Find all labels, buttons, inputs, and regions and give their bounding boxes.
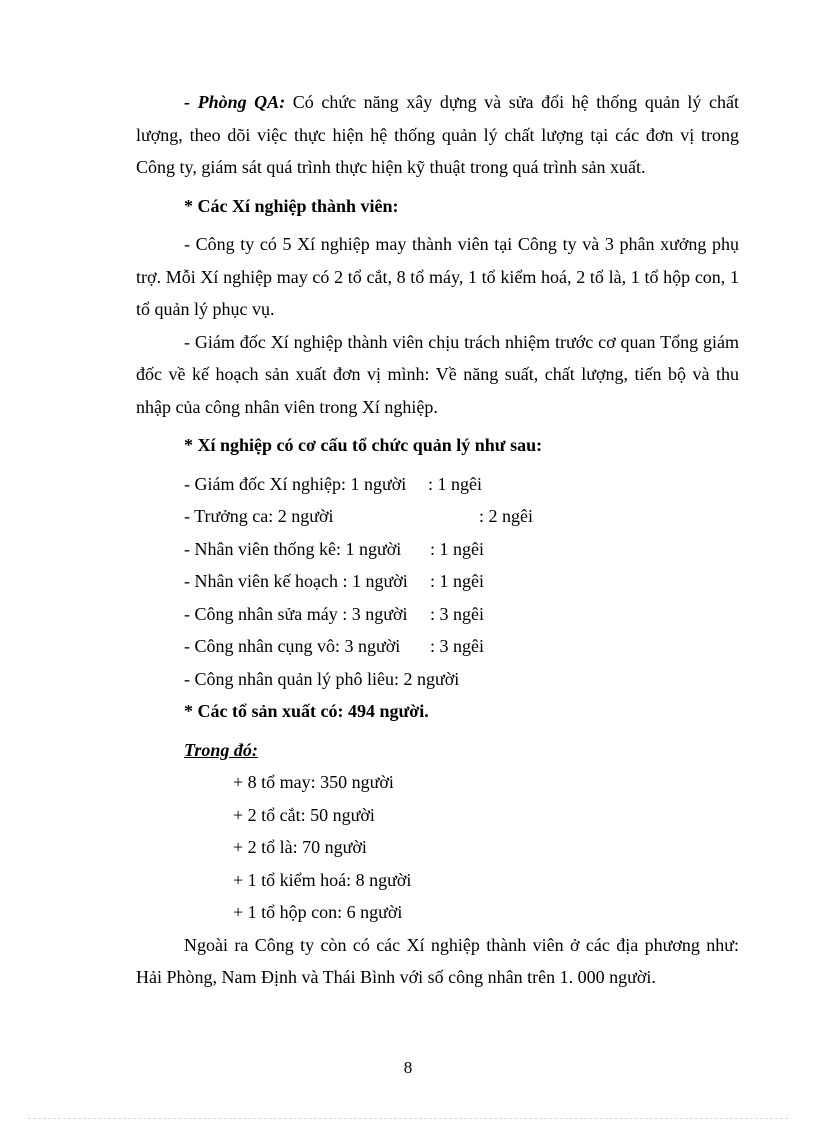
page-number: 8 (403, 1058, 413, 1077)
list-item (184, 565, 739, 598)
production-heading: * Các tổ sản xuất có: 494 người. (184, 701, 429, 721)
list-item: + 2 tổ là: 70 người (233, 837, 367, 857)
list-item: + 2 tổ cắt: 50 người (233, 804, 375, 825)
list-item: + 1 tổ hộp con: 6 người (233, 902, 403, 922)
structure-heading: * Xí nghiệp có cơ cấu tổ chức quản lý như sau: (184, 435, 543, 455)
list-item (184, 500, 739, 533)
list-item-role: - Giám đốc Xí nghiệp: 1 người (184, 473, 407, 494)
list-item-note: : 3 ngêi (430, 603, 484, 624)
list-item-note: : 1 ngêi (430, 571, 484, 591)
list-item-note: : 1 ngêi (428, 473, 482, 494)
list-item-role: - Nhân viên thống kê: 1 người (184, 538, 402, 559)
qa-text: Có chức năng xây dựng và sửa đổi hệ thống quản lý chất lượng, theo dõi việc thực hiện hệ thống quản lý chất lượng tại các đơn vị trong Công ty, giám sát quá trình thực hiện kỹ thuật trong quá trình sản xuất. (136, 92, 739, 177)
members-heading: * Các Xí nghiệp thành viên: (184, 195, 399, 216)
list-item: + 8 tổ may: 350 người (233, 772, 394, 792)
list-item (184, 630, 739, 663)
list-item (184, 663, 739, 696)
list-item-role: - Công nhân sửa máy : 3 người (184, 603, 408, 624)
members-paragraph-2: - Giám đốc Xí nghiệp thành viên chịu trách nhiệm trước cơ quan Tổng giám đốc về kế hoạch sản xuất đơn vị mình: Về năng suất, chất lượng, tiến bộ và thu nhập của công nhân viên trong Xí nghiệp. (136, 331, 739, 417)
document-page (136, 86, 739, 994)
list-item-role: - Nhân viên kế hoạch : 1 người (184, 571, 408, 591)
list-item-role: - Công nhân cụng vô: 3 người (184, 636, 401, 656)
production-list (136, 766, 739, 929)
in-which-label-row (136, 734, 739, 767)
list-item-role: - Công nhân quản lý phô liêu: 2 người (184, 668, 460, 689)
list-item (184, 468, 739, 501)
qa-label: - Phòng QA: (184, 92, 286, 112)
list-item-note: : 2 ngêi (479, 506, 533, 526)
structure-list (136, 468, 739, 696)
list-item-role: - Trưởng ca: 2 người (184, 506, 334, 526)
members-paragraph-1: - Công ty có 5 Xí nghiệp may thành viên tại Công ty và 3 phân xưởng phụ trợ. Mỗi Xí nghiệp may có 2 tổ cắt, 8 tổ máy, 1 tổ kiểm hoá, 2 tổ là, 1 tổ hộp con, 1 tổ quản lý phục vụ. (136, 234, 739, 319)
list-item (184, 598, 739, 631)
qa-paragraph (136, 86, 739, 184)
list-item-note: : 1 ngêi (430, 538, 484, 559)
list-item (184, 533, 739, 566)
in-which-label: Trong đó: (184, 739, 258, 760)
closing-paragraph: Ngoài ra Công ty còn có các Xí nghiệp thành viên ở các địa phương như: Hải Phòng, Nam Định và Thái Bình với số công nhân trên 1. 000 người. (136, 934, 739, 987)
page-bottom-divider (28, 1118, 788, 1119)
list-item-note: : 3 ngêi (430, 636, 484, 656)
list-item: + 1 tổ kiểm hoá: 8 người (233, 869, 412, 890)
